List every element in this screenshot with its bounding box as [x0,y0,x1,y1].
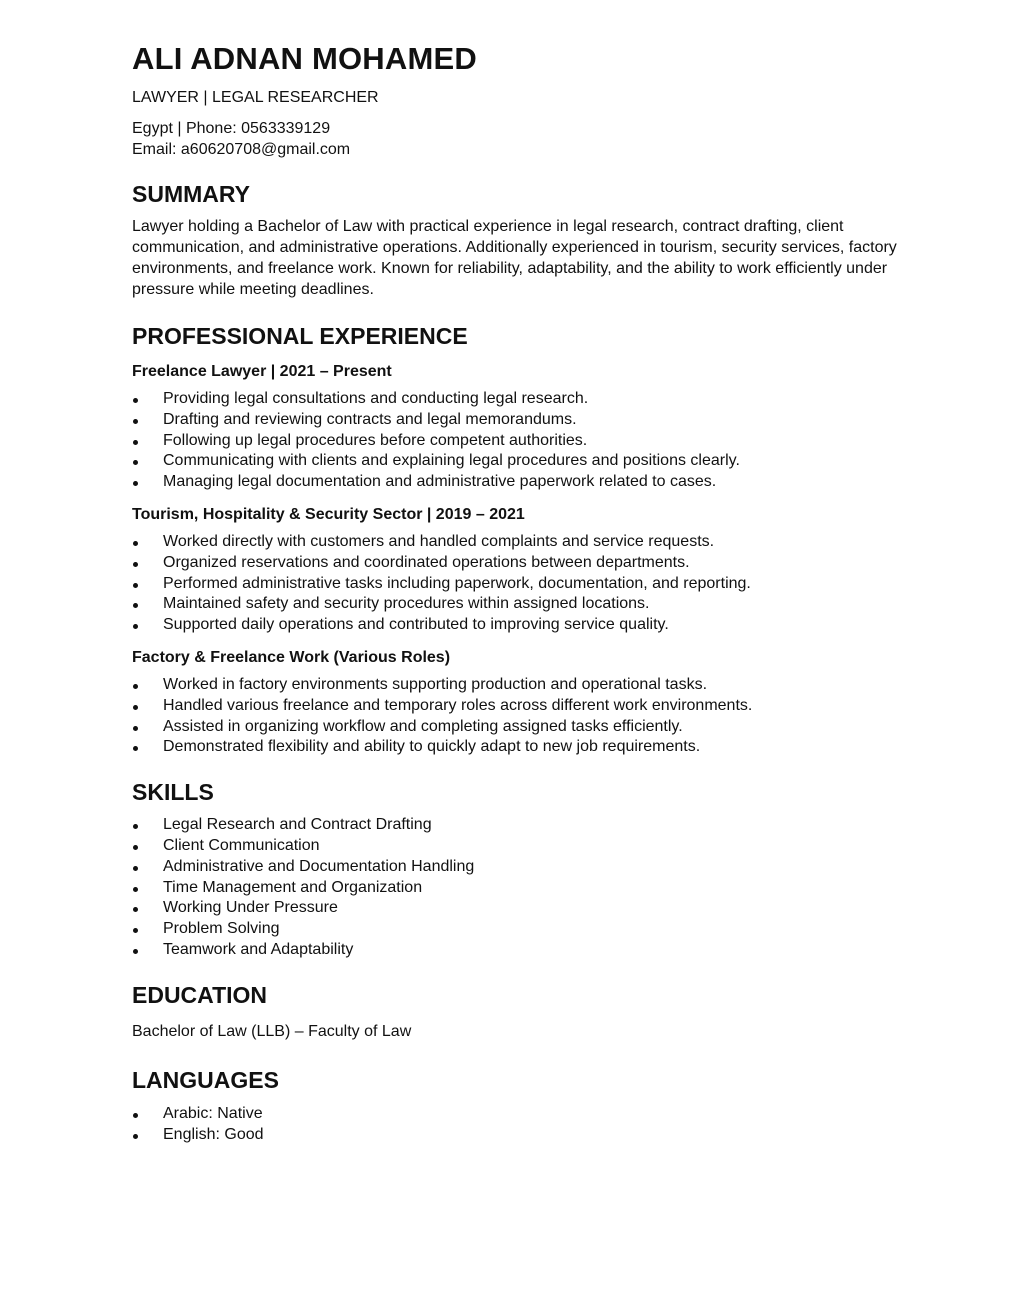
bullet-icon [133,907,138,912]
list-item: English: Good [132,1125,912,1146]
bullet-icon [133,928,138,933]
summary-text: Lawyer holding a Bachelor of Law with practical experience in legal research, contract drafting, client communication, and administrative operations. Additionally experienced in tourism, security services, factory environments, and freelance work. Known for reliability, adaptability, and the ability to work efficiently under pressure while meeting deadlines. [132,218,897,298]
bullet-icon [133,949,138,954]
languages-list [132,1104,912,1146]
candidate-name: ALI ADNAN MOHAMED [132,41,477,76]
bullet-icon [133,398,138,403]
bullet-icon [133,440,138,445]
list-item: Worked in factory environments supporting production and operational tasks. [132,675,912,696]
list-item: Teamwork and Adaptability [132,940,912,961]
list-item: Providing legal consultations and conducting legal research. [132,389,912,410]
list-item: Working Under Pressure [132,898,912,919]
list-item: Managing legal documentation and administrative paperwork related to cases. [132,472,912,493]
job-bullets [132,389,912,493]
list-item: Demonstrated flexibility and ability to quickly adapt to new job requirements. [132,737,912,758]
bullet-icon [133,845,138,850]
list-item: Administrative and Documentation Handling [132,857,912,878]
bullet-icon [133,1113,138,1118]
list-item: Maintained safety and security procedures within assigned locations. [132,594,912,615]
bullet-icon [133,1134,138,1139]
bullet-icon [133,624,138,629]
candidate-title: LAWYER | LEGAL RESEARCHER [132,89,379,106]
experience-heading: PROFESSIONAL EXPERIENCE [132,323,468,349]
list-item: Communicating with clients and explaining legal procedures and positions clearly. [132,451,912,472]
list-item: Time Management and Organization [132,878,912,899]
list-item: Performed administrative tasks including paperwork, documentation, and reporting. [132,574,912,595]
bullet-icon [133,460,138,465]
bullet-icon [133,541,138,546]
bullet-icon [133,583,138,588]
bullet-icon [133,562,138,567]
bullet-icon [133,824,138,829]
bullet-icon [133,603,138,608]
summary-heading: SUMMARY [132,181,250,207]
job-title: Factory & Freelance Work (Various Roles) [132,648,451,666]
bullet-icon [133,684,138,689]
bullet-icon [133,419,138,424]
bullet-icon [133,887,138,892]
job-bullets [132,675,912,758]
bullet-icon [133,866,138,871]
bullet-icon [133,746,138,751]
contact-info [132,118,912,160]
list-item: Following up legal procedures before competent authorities. [132,431,912,452]
education-heading: EDUCATION [132,981,268,1008]
email: Email: a60620708@gmail.com [132,141,351,158]
list-item: Drafting and reviewing contracts and legal memorandums. [132,410,912,431]
education-text: Bachelor of Law (LLB) – Faculty of Law [132,1022,412,1040]
list-item: Assisted in organizing workflow and completing assigned tasks efficiently. [132,717,912,738]
bullet-icon [133,481,138,486]
job-bullets [132,532,912,636]
list-item: Worked directly with customers and handled complaints and service requests. [132,532,912,553]
location-phone: Egypt | Phone: 0563339129 [132,120,331,137]
list-item: Handled various freelance and temporary roles across different work environments. [132,696,912,717]
resume-page [132,40,912,1145]
job-title: Tourism, Hospitality & Security Sector | 2019 – 2021 [132,505,525,523]
bullet-icon [133,705,138,710]
bullet-icon [133,726,138,731]
job-title: Freelance Lawyer | 2021 – Present [132,363,392,380]
list-item: Client Communication [132,836,912,857]
list-item: Problem Solving [132,919,912,940]
list-item: Arabic: Native [132,1104,912,1125]
skills-heading: SKILLS [132,779,214,806]
list-item: Organized reservations and coordinated operations between departments. [132,553,912,574]
list-item: Supported daily operations and contributed to improving service quality. [132,615,912,636]
list-item: Legal Research and Contract Drafting [132,815,912,836]
languages-heading: LANGUAGES [132,1066,279,1093]
skills-list [132,815,912,961]
